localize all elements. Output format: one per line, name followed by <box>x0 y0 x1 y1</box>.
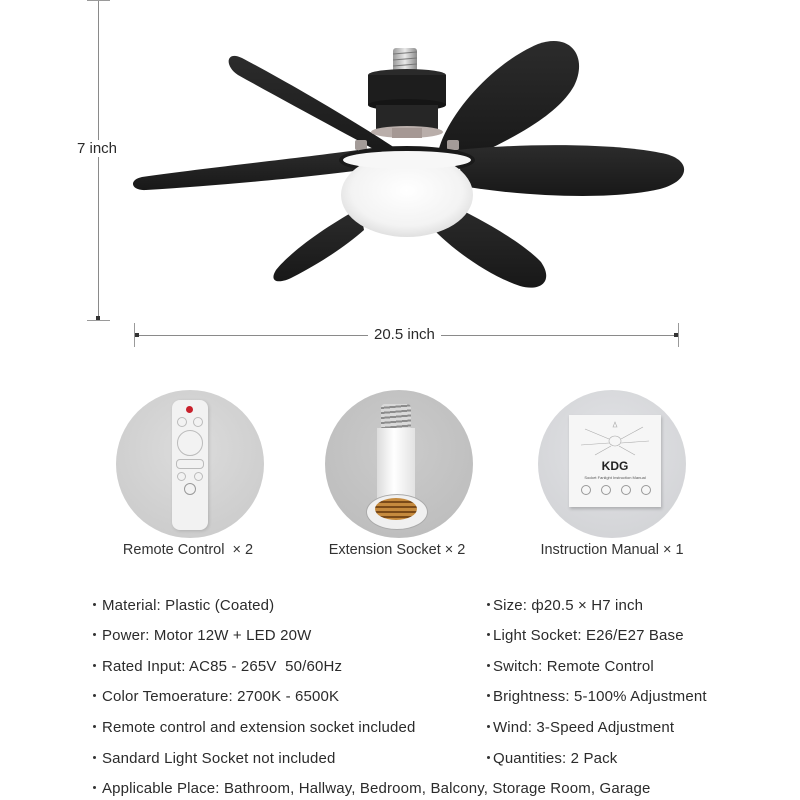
fan-blade-upper-right <box>438 41 579 162</box>
spec-wind: Wind: 3-Speed Adjustment <box>487 719 674 736</box>
manual-icon <box>641 485 651 495</box>
remote-control-photo <box>116 390 264 538</box>
spec-rated-input: Rated Input: AC85 - 265V 50/60Hz <box>93 658 342 675</box>
bullet-icon <box>93 664 96 667</box>
bullet-icon <box>487 603 490 606</box>
fan-blade-lower-left <box>273 208 364 281</box>
bullet-icon <box>93 725 96 728</box>
bullet-icon <box>487 756 490 759</box>
width-dimension-right-tick <box>678 323 679 347</box>
extension-socket-label: Extension Socket × 2 <box>328 542 466 558</box>
night-button-icon <box>184 483 196 495</box>
fan-blade-right <box>458 145 684 196</box>
bullet-icon <box>487 664 490 667</box>
bullet-icon <box>93 786 96 789</box>
spec-quantities: Quantities: 2 Pack <box>487 750 617 767</box>
bullet-icon <box>93 756 96 759</box>
bullet-icon <box>93 633 96 636</box>
mode-button-icon <box>194 472 203 481</box>
spec-color-temperature: Color Temoerature: 2700K - 6500K <box>93 688 339 705</box>
power-button-icon <box>186 406 193 413</box>
remote-control-body <box>172 400 208 530</box>
manual-brand: KDG <box>601 459 629 473</box>
bullet-icon <box>93 603 96 606</box>
ceiling-fan-image <box>0 0 800 320</box>
manual-icons <box>581 485 651 495</box>
timer-button-icon <box>177 472 186 481</box>
spec-included-items: Remote control and extension socket included <box>93 719 415 736</box>
bullet-icon <box>487 694 490 697</box>
socket-copper-thread <box>375 498 417 520</box>
bullet-icon <box>93 694 96 697</box>
spec-material: Material: Plastic (Coated) <box>93 597 274 614</box>
light-button-icon <box>177 417 187 427</box>
instruction-manual-photo <box>538 390 686 538</box>
manual-booklet <box>569 415 661 507</box>
width-arrow-left <box>135 333 139 337</box>
bullet-icon <box>487 725 490 728</box>
width-label: 20.5 inch <box>368 326 441 343</box>
spec-brightness: Brightness: 5-100% Adjustment <box>487 688 707 705</box>
manual-icon <box>621 485 631 495</box>
spec-power: Power: Motor 12W + LED 20W <box>93 627 311 644</box>
manual-subtitle: Socket Fanlight Instruction Manual <box>584 475 646 480</box>
fan-button-icon <box>193 417 203 427</box>
manual-fan-sketch <box>577 419 653 459</box>
bullet-icon <box>487 633 490 636</box>
manual-icon <box>581 485 591 495</box>
dpad-icon <box>177 430 203 456</box>
extension-socket-photo <box>325 390 473 538</box>
spec-applicable-place: Applicable Place: Bathroom, Hallway, Bedroom, Balcony, Storage Room, Garage <box>93 780 650 797</box>
fan-blade-left <box>133 150 362 190</box>
speed-buttons-icon <box>176 459 204 469</box>
instruction-manual-label: Instruction Manual × 1 <box>540 542 684 558</box>
spec-switch: Switch: Remote Control <box>487 658 654 675</box>
height-dimension-bottom-tick <box>87 320 110 321</box>
socket-screw-top <box>381 404 411 430</box>
width-arrow-right <box>674 333 678 337</box>
height-label: 7 inch <box>73 140 121 157</box>
spec-not-included: Sandard Light Socket not included <box>93 750 335 767</box>
manual-icon <box>601 485 611 495</box>
spec-light-socket: Light Socket: E26/E27 Base <box>487 627 684 644</box>
spec-size: Size: ф20.5 × H7 inch <box>487 597 643 614</box>
remote-control-label: Remote Control × 2 <box>122 542 254 558</box>
